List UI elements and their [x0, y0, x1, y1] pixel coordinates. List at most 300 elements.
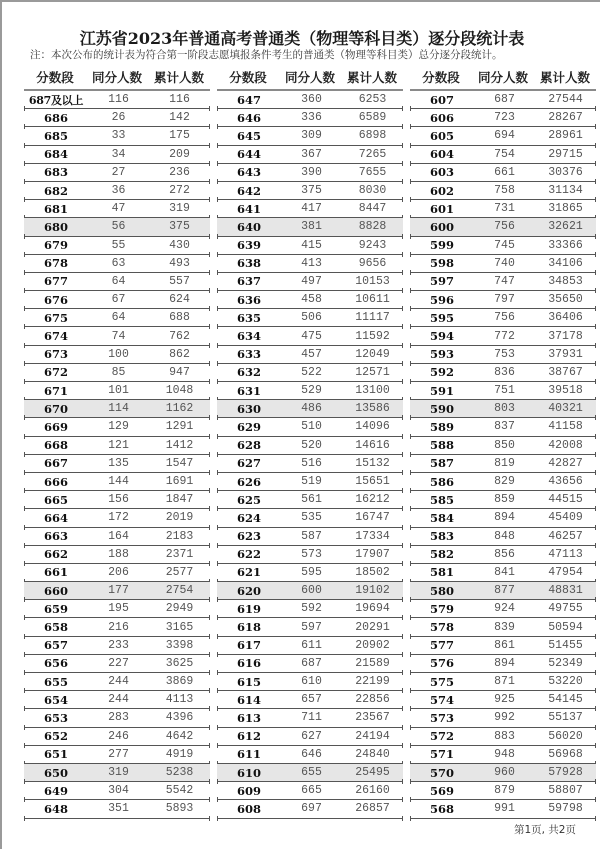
score-range-cell: 610 — [237, 765, 262, 780]
table-row — [217, 164, 403, 182]
score-range-cell: 660 — [44, 583, 69, 598]
table-row — [410, 691, 596, 709]
score-table-column-1 — [24, 65, 210, 819]
table-row — [24, 600, 210, 618]
cumulative-count-cell: 35650 — [548, 293, 583, 307]
same-score-count-cell: 457 — [301, 347, 322, 361]
table-row — [24, 455, 210, 473]
cumulative-count-cell: 1691 — [165, 475, 194, 489]
same-score-count-cell: 756 — [494, 220, 515, 234]
score-range-cell: 653 — [44, 710, 69, 725]
score-range-cell: 601 — [430, 201, 455, 216]
same-score-count-cell: 694 — [494, 129, 515, 143]
score-range-cell: 658 — [44, 620, 69, 635]
table-row — [410, 309, 596, 327]
same-score-count-cell: 829 — [494, 475, 515, 489]
score-range-cell: 570 — [430, 765, 455, 780]
same-score-count-cell: 751 — [494, 384, 515, 398]
cumulative-count-cell: 557 — [169, 274, 190, 288]
table-row — [24, 437, 210, 455]
score-range-cell: 616 — [237, 656, 262, 671]
same-score-count-cell: 67 — [111, 293, 126, 307]
cumulative-count-cell: 28961 — [548, 129, 583, 143]
score-range-cell: 650 — [44, 765, 69, 780]
cumulative-count-cell: 37178 — [548, 329, 583, 343]
same-score-count-cell: 244 — [108, 693, 129, 707]
cumulative-count-cell: 116 — [169, 93, 190, 107]
score-range-cell: 656 — [44, 656, 69, 671]
table-row — [410, 164, 596, 182]
score-range-cell: 578 — [430, 620, 455, 635]
same-score-count-cell: 135 — [108, 456, 129, 470]
header-same-score-count: 同分人数 — [91, 70, 142, 85]
score-range-cell: 623 — [237, 529, 262, 544]
table-body — [24, 91, 210, 819]
same-score-count-cell: 26 — [111, 111, 126, 125]
same-score-count-cell: 600 — [301, 584, 322, 598]
table-row — [24, 200, 210, 218]
same-score-count-cell: 836 — [494, 365, 515, 379]
cumulative-count-cell: 55137 — [548, 711, 583, 725]
cumulative-count-cell: 3625 — [165, 656, 194, 670]
table-row — [410, 109, 596, 127]
same-score-count-cell: 34 — [111, 147, 126, 161]
table-row — [410, 491, 596, 509]
table-row — [24, 109, 210, 127]
score-range-cell: 631 — [237, 383, 262, 398]
cumulative-count-cell: 14096 — [355, 420, 390, 434]
same-score-count-cell: 837 — [494, 420, 515, 434]
score-range-cell: 568 — [430, 801, 455, 816]
table-row — [217, 691, 403, 709]
score-range-cell: 583 — [430, 529, 455, 544]
score-range-cell: 615 — [237, 674, 262, 689]
cumulative-count-cell: 5893 — [165, 802, 194, 816]
score-range-cell: 663 — [44, 529, 69, 544]
cumulative-count-cell: 16212 — [355, 493, 390, 507]
table-row — [24, 237, 210, 255]
cumulative-count-cell: 20902 — [355, 638, 390, 652]
score-range-cell: 581 — [430, 565, 455, 580]
score-range-cell: 664 — [44, 510, 69, 525]
same-score-count-cell: 772 — [494, 329, 515, 343]
score-range-cell: 599 — [430, 238, 455, 253]
score-range-cell: 595 — [430, 310, 455, 325]
score-range-cell: 634 — [237, 329, 262, 344]
same-score-count-cell: 172 — [108, 511, 129, 525]
score-range-cell: 651 — [44, 747, 69, 762]
same-score-count-cell: 948 — [494, 747, 515, 761]
cumulative-count-cell: 19694 — [355, 602, 390, 616]
table-row — [24, 164, 210, 182]
table-row — [217, 473, 403, 491]
header-score-range: 分数段 — [229, 70, 267, 85]
same-score-count-cell: 156 — [108, 493, 129, 507]
table-row — [410, 655, 596, 673]
table-row — [24, 618, 210, 636]
score-range-cell: 666 — [44, 474, 69, 489]
score-range-cell: 618 — [237, 620, 262, 635]
table-row — [24, 400, 210, 418]
table-row — [410, 728, 596, 746]
score-range-cell: 605 — [430, 128, 455, 143]
table-note: 注：本次公布的统计表为符合第一阶段志愿填报条件考生的普通类（物理等科目类）总分逐分段统计。 — [30, 49, 503, 61]
table-row — [410, 764, 596, 782]
table-row — [217, 91, 403, 109]
table-row — [24, 91, 210, 109]
cumulative-count-cell: 1412 — [165, 438, 194, 452]
same-score-count-cell: 883 — [494, 729, 515, 743]
cumulative-count-cell: 28267 — [548, 111, 583, 125]
same-score-count-cell: 573 — [301, 547, 322, 561]
score-range-cell: 635 — [237, 310, 262, 325]
table-row — [24, 418, 210, 436]
score-range-cell: 675 — [44, 310, 69, 325]
score-range-cell: 652 — [44, 729, 69, 744]
same-score-count-cell: 731 — [494, 202, 515, 216]
score-range-cell: 637 — [237, 274, 262, 289]
cumulative-count-cell: 2019 — [165, 511, 194, 525]
cumulative-count-cell: 27544 — [548, 93, 583, 107]
same-score-count-cell: 506 — [301, 311, 322, 325]
table-row — [410, 346, 596, 364]
table-row — [217, 509, 403, 527]
cumulative-count-cell: 40321 — [548, 402, 583, 416]
table-row — [217, 400, 403, 418]
score-range-cell: 608 — [237, 801, 262, 816]
score-range-cell: 671 — [44, 383, 69, 398]
cumulative-count-cell: 17907 — [355, 547, 390, 561]
same-score-count-cell: 64 — [111, 311, 126, 325]
same-score-count-cell: 188 — [108, 547, 129, 561]
score-range-cell: 590 — [430, 401, 455, 416]
score-range-cell: 612 — [237, 729, 262, 744]
same-score-count-cell: 367 — [301, 147, 322, 161]
table-row — [410, 127, 596, 145]
table-row — [410, 327, 596, 345]
same-score-count-cell: 697 — [301, 802, 322, 816]
same-score-count-cell: 522 — [301, 365, 322, 379]
same-score-count-cell: 723 — [494, 111, 515, 125]
cumulative-count-cell: 272 — [169, 184, 190, 198]
score-range-cell: 602 — [430, 183, 455, 198]
score-range-cell: 679 — [44, 238, 69, 253]
same-score-count-cell: 246 — [108, 729, 129, 743]
score-range-cell: 648 — [44, 801, 69, 816]
score-range-cell: 611 — [237, 747, 262, 762]
table-row — [24, 346, 210, 364]
score-range-cell: 674 — [44, 329, 69, 344]
header-cumulative-count: 累计人数 — [153, 70, 204, 85]
same-score-count-cell: 390 — [301, 165, 322, 179]
header-same-score-count: 同分人数 — [284, 70, 335, 85]
same-score-count-cell: 687 — [494, 93, 515, 107]
same-score-count-cell: 381 — [301, 220, 322, 234]
same-score-count-cell: 595 — [301, 565, 322, 579]
same-score-count-cell: 177 — [108, 584, 129, 598]
same-score-count-cell: 848 — [494, 529, 515, 543]
same-score-count-cell: 458 — [301, 293, 322, 307]
score-range-cell: 667 — [44, 456, 69, 471]
cumulative-count-cell: 5238 — [165, 766, 194, 780]
cumulative-count-cell: 11592 — [355, 329, 390, 343]
same-score-count-cell: 47 — [111, 202, 126, 216]
same-score-count-cell: 277 — [108, 747, 129, 761]
table-row — [24, 728, 210, 746]
cumulative-count-cell: 1162 — [165, 402, 194, 416]
same-score-count-cell: 925 — [494, 693, 515, 707]
table-row — [24, 655, 210, 673]
table-row — [217, 127, 403, 145]
same-score-count-cell: 227 — [108, 656, 129, 670]
table-row — [217, 109, 403, 127]
cumulative-count-cell: 8447 — [358, 202, 387, 216]
cumulative-count-cell: 209 — [169, 147, 190, 161]
table-row — [410, 437, 596, 455]
score-range-cell: 686 — [44, 110, 69, 125]
score-range-cell: 597 — [430, 274, 455, 289]
score-range-cell: 654 — [44, 692, 69, 707]
table-row — [410, 564, 596, 582]
table-row — [24, 709, 210, 727]
score-range-cell: 573 — [430, 710, 455, 725]
same-score-count-cell: 856 — [494, 547, 515, 561]
same-score-count-cell: 745 — [494, 238, 515, 252]
cumulative-count-cell: 29715 — [548, 147, 583, 161]
score-range-cell: 673 — [44, 347, 69, 362]
same-score-count-cell: 116 — [108, 93, 129, 107]
same-score-count-cell: 758 — [494, 184, 515, 198]
cumulative-count-cell: 41158 — [548, 420, 583, 434]
score-range-cell: 626 — [237, 474, 262, 489]
table-body — [217, 91, 403, 819]
score-range-cell: 642 — [237, 183, 262, 198]
table-row — [410, 473, 596, 491]
header-same-score-count: 同分人数 — [477, 70, 528, 85]
score-range-cell: 580 — [430, 583, 455, 598]
cumulative-count-cell: 59798 — [548, 802, 583, 816]
same-score-count-cell: 486 — [301, 402, 322, 416]
same-score-count-cell: 753 — [494, 347, 515, 361]
cumulative-count-cell: 430 — [169, 238, 190, 252]
same-score-count-cell: 646 — [301, 747, 322, 761]
same-score-count-cell: 375 — [301, 184, 322, 198]
table-row — [410, 673, 596, 691]
table-body — [410, 91, 596, 819]
cumulative-count-cell: 24194 — [355, 729, 390, 743]
cumulative-count-cell: 23567 — [355, 711, 390, 725]
cumulative-count-cell: 17334 — [355, 529, 390, 543]
table-row — [24, 382, 210, 400]
table-row — [24, 364, 210, 382]
cumulative-count-cell: 15651 — [355, 475, 390, 489]
score-range-cell: 681 — [44, 201, 69, 216]
cumulative-count-cell: 1847 — [165, 493, 194, 507]
score-range-cell: 607 — [430, 92, 455, 107]
cumulative-count-cell: 12571 — [355, 365, 390, 379]
score-range-cell: 596 — [430, 292, 455, 307]
score-range-cell: 649 — [44, 783, 69, 798]
score-range-cell: 577 — [430, 638, 455, 653]
table-row — [217, 346, 403, 364]
cumulative-count-cell: 54145 — [548, 693, 583, 707]
score-range-cell: 682 — [44, 183, 69, 198]
score-range-cell: 591 — [430, 383, 455, 398]
cumulative-count-cell: 3869 — [165, 675, 194, 689]
score-range-cell: 606 — [430, 110, 455, 125]
cumulative-count-cell: 4113 — [165, 693, 194, 707]
cumulative-count-cell: 50594 — [548, 620, 583, 634]
cumulative-count-cell: 42008 — [548, 438, 583, 452]
cumulative-count-cell: 1048 — [165, 384, 194, 398]
score-range-cell: 632 — [237, 365, 262, 380]
same-score-count-cell: 100 — [108, 347, 129, 361]
score-range-cell: 572 — [430, 729, 455, 744]
table-row — [217, 182, 403, 200]
score-range-cell: 659 — [44, 601, 69, 616]
score-range-cell: 646 — [237, 110, 262, 125]
score-range-cell: 629 — [237, 419, 262, 434]
cumulative-count-cell: 34106 — [548, 256, 583, 270]
cumulative-count-cell: 49755 — [548, 602, 583, 616]
score-range-cell: 617 — [237, 638, 262, 653]
same-score-count-cell: 304 — [108, 784, 129, 798]
cumulative-count-cell: 319 — [169, 202, 190, 216]
table-row — [410, 273, 596, 291]
score-range-cell: 621 — [237, 565, 262, 580]
cumulative-count-cell: 1291 — [165, 420, 194, 434]
same-score-count-cell: 74 — [111, 329, 126, 343]
table-row — [217, 673, 403, 691]
table-row — [217, 600, 403, 618]
score-range-cell: 636 — [237, 292, 262, 307]
score-range-cell: 680 — [44, 219, 69, 234]
cumulative-count-cell: 13100 — [355, 384, 390, 398]
cumulative-count-cell: 2577 — [165, 565, 194, 579]
same-score-count-cell: 64 — [111, 274, 126, 288]
score-range-cell: 587 — [430, 456, 455, 471]
same-score-count-cell: 711 — [301, 711, 322, 725]
same-score-count-cell: 336 — [301, 111, 322, 125]
score-range-cell: 589 — [430, 419, 455, 434]
same-score-count-cell: 879 — [494, 784, 515, 798]
score-range-cell: 684 — [44, 147, 69, 162]
score-range-cell: 665 — [44, 492, 69, 507]
score-range-cell: 685 — [44, 128, 69, 143]
table-row — [410, 455, 596, 473]
cumulative-count-cell: 38767 — [548, 365, 583, 379]
cumulative-count-cell: 22199 — [355, 675, 390, 689]
score-range-cell: 614 — [237, 692, 262, 707]
score-range-cell: 622 — [237, 547, 262, 562]
table-row — [24, 146, 210, 164]
cumulative-count-cell: 30376 — [548, 165, 583, 179]
same-score-count-cell: 55 — [111, 238, 126, 252]
table-row — [410, 91, 596, 109]
cumulative-count-cell: 1547 — [165, 456, 194, 470]
same-score-count-cell: 309 — [301, 129, 322, 143]
same-score-count-cell: 244 — [108, 675, 129, 689]
table-row — [217, 291, 403, 309]
same-score-count-cell: 101 — [108, 384, 129, 398]
same-score-count-cell: 803 — [494, 402, 515, 416]
score-range-cell: 640 — [237, 219, 262, 234]
cumulative-count-cell: 2754 — [165, 584, 194, 598]
cumulative-count-cell: 45409 — [548, 511, 583, 525]
table-row — [410, 709, 596, 727]
same-score-count-cell: 164 — [108, 529, 129, 543]
cumulative-count-cell: 53220 — [548, 675, 583, 689]
cumulative-count-cell: 4396 — [165, 711, 194, 725]
same-score-count-cell: 797 — [494, 293, 515, 307]
table-row — [217, 255, 403, 273]
table-header — [217, 65, 403, 91]
cumulative-count-cell: 36406 — [548, 311, 583, 325]
same-score-count-cell: 611 — [301, 638, 322, 652]
same-score-count-cell: 877 — [494, 584, 515, 598]
same-score-count-cell: 216 — [108, 620, 129, 634]
same-score-count-cell: 195 — [108, 602, 129, 616]
same-score-count-cell: 627 — [301, 729, 322, 743]
score-range-cell: 670 — [44, 401, 69, 416]
score-range-cell: 687及以上 — [28, 93, 84, 107]
table-row — [217, 582, 403, 600]
cumulative-count-cell: 15132 — [355, 456, 390, 470]
table-row — [217, 637, 403, 655]
table-row — [217, 764, 403, 782]
table-row — [410, 382, 596, 400]
cumulative-count-cell: 46257 — [548, 529, 583, 543]
cumulative-count-cell: 3165 — [165, 620, 194, 634]
same-score-count-cell: 597 — [301, 620, 322, 634]
cumulative-count-cell: 37931 — [548, 347, 583, 361]
score-range-cell: 633 — [237, 347, 262, 362]
same-score-count-cell: 529 — [301, 384, 322, 398]
table-row — [410, 600, 596, 618]
same-score-count-cell: 561 — [301, 493, 322, 507]
table-row — [217, 618, 403, 636]
same-score-count-cell: 206 — [108, 565, 129, 579]
cumulative-count-cell: 236 — [169, 165, 190, 179]
score-range-cell: 676 — [44, 292, 69, 307]
same-score-count-cell: 924 — [494, 602, 515, 616]
score-range-cell: 574 — [430, 692, 455, 707]
cumulative-count-cell: 32621 — [548, 220, 583, 234]
same-score-count-cell: 657 — [301, 693, 322, 707]
score-table-column-2 — [217, 65, 403, 819]
score-range-cell: 613 — [237, 710, 262, 725]
table-row — [217, 546, 403, 564]
header-cumulative-count: 累计人数 — [346, 70, 397, 85]
same-score-count-cell: 756 — [494, 311, 515, 325]
same-score-count-cell: 894 — [494, 656, 515, 670]
header-cumulative-count: 累计人数 — [539, 70, 590, 85]
cumulative-count-cell: 31134 — [548, 184, 583, 198]
score-range-cell: 638 — [237, 256, 262, 271]
table-row — [24, 546, 210, 564]
same-score-count-cell: 610 — [301, 675, 322, 689]
score-range-cell: 624 — [237, 510, 262, 525]
table-row — [217, 800, 403, 818]
cumulative-count-cell: 20291 — [355, 620, 390, 634]
same-score-count-cell: 592 — [301, 602, 322, 616]
score-range-cell: 639 — [237, 238, 262, 253]
cumulative-count-cell: 57928 — [548, 766, 583, 780]
score-range-cell: 655 — [44, 674, 69, 689]
cumulative-count-cell: 862 — [169, 347, 190, 361]
table-row — [410, 400, 596, 418]
cumulative-count-cell: 7265 — [358, 147, 387, 161]
